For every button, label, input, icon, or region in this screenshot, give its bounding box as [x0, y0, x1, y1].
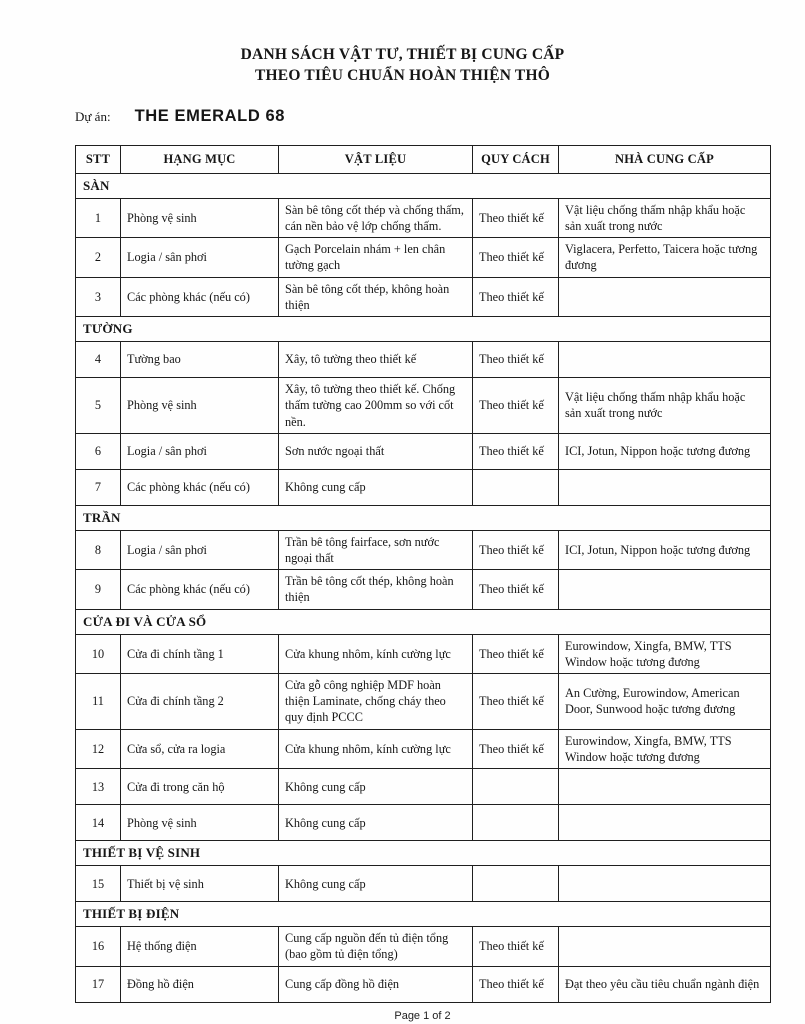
- cell-hang-muc: Hệ thống điện: [121, 927, 279, 966]
- cell-hang-muc: Logia / sân phơi: [121, 238, 279, 277]
- cell-stt: 14: [76, 805, 121, 841]
- section-title: THIẾT BỊ VỆ SINH: [76, 841, 771, 866]
- cell-hang-muc: Cửa đi trong căn hộ: [121, 769, 279, 805]
- cell-vat-lieu: Không cung cấp: [279, 769, 473, 805]
- table-row: [76, 805, 771, 841]
- cell-nha-cung-cap: Eurowindow, Xingfa, BMW, TTS Window hoặc tương đương: [559, 634, 771, 673]
- document-title-line2: THEO TIÊU CHUẨN HOÀN THIỆN THÔ: [255, 67, 550, 85]
- table-row: [76, 277, 771, 316]
- cell-stt: 17: [76, 966, 121, 1002]
- section-header-row: [76, 609, 771, 634]
- cell-quy-cach: Theo thiết kế: [473, 966, 559, 1002]
- table-header-row: [76, 145, 771, 173]
- cell-nha-cung-cap: ICI, Jotun, Nippon hoặc tương đương: [559, 433, 771, 469]
- cell-stt: 3: [76, 277, 121, 316]
- cell-stt: 10: [76, 634, 121, 673]
- section-header-row: [76, 317, 771, 342]
- cell-quy-cach: Theo thiết kế: [473, 570, 559, 609]
- document-title-line1: DANH SÁCH VẬT TƯ, THIẾT BỊ CUNG CẤP: [240, 46, 565, 63]
- cell-vat-lieu: Cửa khung nhôm, kính cường lực: [279, 729, 473, 768]
- cell-quy-cach: [473, 469, 559, 505]
- column-header-nha-cung-cap: NHÀ CUNG CẤP: [559, 145, 771, 173]
- cell-hang-muc: Các phòng khác (nếu có): [121, 277, 279, 316]
- cell-quy-cach: [473, 866, 559, 902]
- cell-hang-muc: Cửa đi chính tầng 1: [121, 634, 279, 673]
- cell-vat-lieu: Cửa khung nhôm, kính cường lực: [279, 634, 473, 673]
- column-header-stt: STT: [76, 145, 121, 173]
- column-header-vat-lieu: VẬT LIỆU: [279, 145, 473, 173]
- table-row: [76, 769, 771, 805]
- cell-nha-cung-cap: [559, 805, 771, 841]
- cell-vat-lieu: Cung cấp đồng hồ điện: [279, 966, 473, 1002]
- cell-stt: 5: [76, 378, 121, 434]
- table-row: [76, 433, 771, 469]
- table-row: [76, 378, 771, 434]
- cell-stt: 8: [76, 530, 121, 569]
- cell-vat-lieu: Gạch Porcelain nhám + len chân tường gạch: [279, 238, 473, 277]
- cell-vat-lieu: Trần bê tông cốt thép, không hoàn thiện: [279, 570, 473, 609]
- column-header-quy-cach: QUY CÁCH: [473, 145, 559, 173]
- cell-quy-cach: Theo thiết kế: [473, 674, 559, 730]
- cell-stt: 13: [76, 769, 121, 805]
- cell-vat-lieu: Trần bê tông fairface, sơn nước ngoại thất: [279, 530, 473, 569]
- cell-hang-muc: Logia / sân phơi: [121, 433, 279, 469]
- table-row: [76, 927, 771, 966]
- cell-stt: 1: [76, 198, 121, 237]
- cell-nha-cung-cap: [559, 342, 771, 378]
- column-header-hang-muc: HẠNG MỤC: [121, 145, 279, 173]
- cell-vat-lieu: Không cung cấp: [279, 805, 473, 841]
- cell-nha-cung-cap: [559, 866, 771, 902]
- cell-quy-cach: Theo thiết kế: [473, 238, 559, 277]
- document-title: [0, 0, 805, 87]
- cell-nha-cung-cap: [559, 277, 771, 316]
- materials-table: [75, 145, 771, 1003]
- cell-vat-lieu: Sàn bê tông cốt thép và chống thấm, cán nền bảo vệ lớp chống thấm.: [279, 198, 473, 237]
- cell-nha-cung-cap: [559, 927, 771, 966]
- project-label: Dự án:: [75, 108, 111, 124]
- table-row: [76, 198, 771, 237]
- cell-vat-lieu: Không cung cấp: [279, 469, 473, 505]
- section-header-row: [76, 841, 771, 866]
- section-title: TƯỜNG: [76, 317, 771, 342]
- cell-vat-lieu: Xây, tô tường theo thiết kế: [279, 342, 473, 378]
- cell-quy-cach: [473, 769, 559, 805]
- cell-quy-cach: Theo thiết kế: [473, 729, 559, 768]
- table-row: [76, 634, 771, 673]
- table-row: [76, 238, 771, 277]
- cell-stt: 11: [76, 674, 121, 730]
- cell-hang-muc: Tường bao: [121, 342, 279, 378]
- table-row: [76, 342, 771, 378]
- cell-stt: 4: [76, 342, 121, 378]
- cell-hang-muc: Các phòng khác (nếu có): [121, 469, 279, 505]
- cell-vat-lieu: Sàn bê tông cốt thép, không hoàn thiện: [279, 277, 473, 316]
- cell-quy-cach: [473, 805, 559, 841]
- table-row: [76, 866, 771, 902]
- cell-nha-cung-cap: Đạt theo yêu cầu tiêu chuẩn ngành điện: [559, 966, 771, 1002]
- cell-nha-cung-cap: ICI, Jotun, Nippon hoặc tương đương: [559, 530, 771, 569]
- table-row: [76, 729, 771, 768]
- cell-nha-cung-cap: [559, 570, 771, 609]
- table-row: [76, 469, 771, 505]
- cell-hang-muc: Logia / sân phơi: [121, 530, 279, 569]
- cell-vat-lieu: Cung cấp nguồn đến tủ điện tổng (bao gồm tủ điện tổng): [279, 927, 473, 966]
- cell-stt: 2: [76, 238, 121, 277]
- cell-hang-muc: Cửa đi chính tầng 2: [121, 674, 279, 730]
- cell-nha-cung-cap: Viglacera, Perfetto, Taicera hoặc tương đương: [559, 238, 771, 277]
- section-title: THIẾT BỊ ĐIỆN: [76, 902, 771, 927]
- cell-vat-lieu: Sơn nước ngoại thất: [279, 433, 473, 469]
- cell-stt: 12: [76, 729, 121, 768]
- cell-hang-muc: Cửa sổ, cửa ra logia: [121, 729, 279, 768]
- cell-nha-cung-cap: Eurowindow, Xingfa, BMW, TTS Window hoặc tương đương: [559, 729, 771, 768]
- section-header-row: [76, 173, 771, 198]
- cell-vat-lieu: Xây, tô tường theo thiết kế. Chống thấm tường cao 200mm so với cốt nền.: [279, 378, 473, 434]
- cell-quy-cach: Theo thiết kế: [473, 927, 559, 966]
- cell-stt: 16: [76, 927, 121, 966]
- cell-quy-cach: Theo thiết kế: [473, 198, 559, 237]
- cell-stt: 6: [76, 433, 121, 469]
- cell-nha-cung-cap: An Cường, Eurowindow, American Door, Sunwood hoặc tương đương: [559, 674, 771, 730]
- cell-hang-muc: Thiết bị vệ sinh: [121, 866, 279, 902]
- cell-hang-muc: Phòng vệ sinh: [121, 805, 279, 841]
- section-header-row: [76, 505, 771, 530]
- cell-quy-cach: Theo thiết kế: [473, 433, 559, 469]
- cell-nha-cung-cap: [559, 469, 771, 505]
- cell-quy-cach: Theo thiết kế: [473, 378, 559, 434]
- cell-quy-cach: Theo thiết kế: [473, 530, 559, 569]
- table-row: [76, 674, 771, 730]
- cell-quy-cach: Theo thiết kế: [473, 634, 559, 673]
- section-title: SÀN: [76, 173, 771, 198]
- cell-nha-cung-cap: [559, 769, 771, 805]
- cell-hang-muc: Phòng vệ sinh: [121, 378, 279, 434]
- cell-quy-cach: Theo thiết kế: [473, 277, 559, 316]
- table-row: [76, 530, 771, 569]
- cell-stt: 7: [76, 469, 121, 505]
- cell-nha-cung-cap: Vật liệu chống thấm nhập khẩu hoặc sản xuất trong nước: [559, 378, 771, 434]
- table-row: [76, 570, 771, 609]
- cell-stt: 9: [76, 570, 121, 609]
- page-number: Page 1 of 2: [394, 1009, 451, 1022]
- cell-quy-cach: Theo thiết kế: [473, 342, 559, 378]
- section-title: CỬA ĐI VÀ CỬA SỔ: [76, 609, 771, 634]
- cell-vat-lieu: Cửa gỗ công nghiệp MDF hoàn thiện Laminate, chống cháy theo quy định PCCC: [279, 674, 473, 730]
- project-row: [75, 107, 805, 126]
- section-title: TRẦN: [76, 505, 771, 530]
- project-name: THE EMERALD 68: [134, 106, 286, 125]
- cell-stt: 15: [76, 866, 121, 902]
- cell-hang-muc: Các phòng khác (nếu có): [121, 570, 279, 609]
- table-row: [76, 966, 771, 1002]
- cell-hang-muc: Phòng vệ sinh: [121, 198, 279, 237]
- cell-hang-muc: Đồng hồ điện: [121, 966, 279, 1002]
- cell-vat-lieu: Không cung cấp: [279, 866, 473, 902]
- section-header-row: [76, 902, 771, 927]
- cell-nha-cung-cap: Vật liệu chống thấm nhập khẩu hoặc sản xuất trong nước: [559, 198, 771, 237]
- table-body: [76, 173, 771, 1002]
